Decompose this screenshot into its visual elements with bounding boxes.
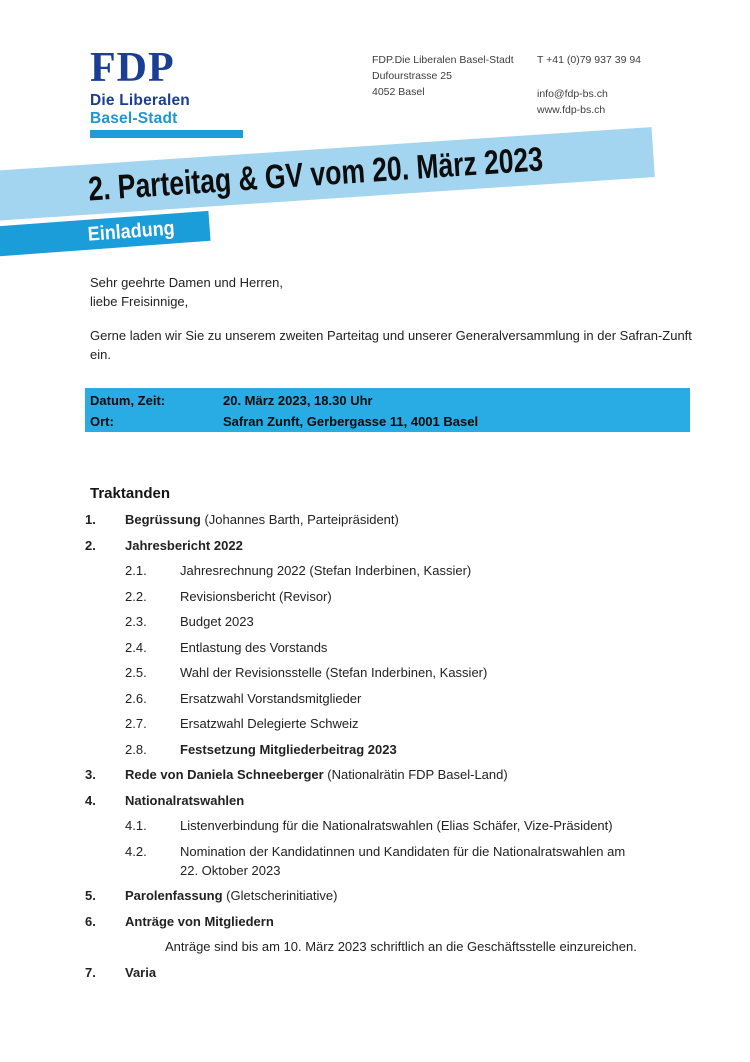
- agenda-list: [85, 512, 710, 990]
- address-line: Dufourstrasse 25: [372, 70, 452, 82]
- agenda-title: Begrüssung: [125, 512, 201, 527]
- title-banner: [0, 127, 655, 222]
- agenda-number: 3.: [85, 767, 96, 782]
- agenda-title: Nationalratswahlen: [125, 792, 245, 808]
- salutation: [90, 273, 283, 311]
- agenda-detail: Entlastung des Vorstands: [180, 639, 328, 655]
- agenda-item: [85, 512, 710, 527]
- agenda-detail: Wahl der Revisionsstelle (Stefan Inderbinen, Kassier): [180, 665, 488, 680]
- agenda-text: [180, 716, 358, 731]
- agenda-title: Parolenfassung: [125, 888, 223, 903]
- agenda-detail: (Nationalrätin FDP Basel-Land): [323, 767, 508, 782]
- agenda-title: Rede von Daniela Schneeberger: [125, 767, 324, 782]
- logo-acronym: FDP: [90, 45, 175, 91]
- document-title: 2. Parteitag & GV vom 20. März 2023: [87, 139, 545, 208]
- infobox-label: Ort:: [90, 414, 114, 429]
- agenda-number: 2.3.: [125, 614, 147, 629]
- agenda-text: [165, 939, 637, 954]
- agenda-detail: Listenverbindung für die Nationalratswahlen (Elias Schäfer, Vize-Präsident): [180, 818, 613, 833]
- agenda-heading: Traktanden: [90, 485, 171, 502]
- agenda-text: [125, 512, 399, 527]
- agenda-item: [85, 665, 710, 680]
- agenda-detail: Ersatzwahl Vorstandsmitglieder: [180, 690, 362, 706]
- fdp-logo: [90, 45, 190, 128]
- agenda-text: [125, 888, 337, 903]
- agenda-detail: Anträge sind bis am 10. März 2023 schriftlich an die Geschäftsstelle einzureichen.: [165, 939, 637, 954]
- agenda-item: [85, 691, 710, 706]
- document-subtitle: Einladung: [86, 216, 176, 246]
- agenda-title: Jahresbericht 2022: [125, 537, 243, 553]
- agenda-number: 4.1.: [125, 818, 147, 833]
- agenda-number: 5.: [85, 888, 96, 903]
- agenda-text: [180, 614, 254, 629]
- intro-paragraph: [90, 326, 692, 364]
- agenda-item: [85, 640, 710, 655]
- logo-subline-liberalen: Die Liberalen: [90, 92, 190, 109]
- agenda-text: [180, 742, 397, 757]
- sender-website: www.fdp-bs.ch: [537, 104, 606, 116]
- agenda-title: Festsetzung Mitgliederbeitrag 2023: [180, 741, 397, 757]
- sender-phone: T +41 (0)79 937 39 94: [537, 54, 642, 66]
- infobox-value: 20. März 2023, 18.30 Uhr: [223, 393, 373, 408]
- agenda-text: [180, 665, 487, 680]
- agenda-number: 6.: [85, 913, 96, 929]
- agenda-item: [85, 914, 710, 929]
- agenda-text: [180, 691, 361, 706]
- infobox-value: Safran Zunft, Gerbergasse 11, 4001 Basel: [223, 414, 479, 429]
- agenda-item: [85, 767, 710, 782]
- agenda-detail: Nomination der Kandidatinnen und Kandidaten für die Nationalratswahlen am: [180, 843, 626, 859]
- agenda-number: 4.2.: [125, 843, 147, 859]
- agenda-detail: (Gletscherinitiative): [222, 888, 338, 903]
- agenda-title: Anträge von Mitgliedern: [125, 913, 274, 929]
- agenda-item: [85, 818, 710, 833]
- agenda-item: [85, 563, 710, 578]
- agenda-number: 2.5.: [125, 665, 147, 680]
- intro-line: ein.: [90, 347, 111, 362]
- address-line: FDP.Die Liberalen Basel-Stadt: [372, 54, 514, 66]
- agenda-number: 2.1.: [125, 563, 147, 578]
- agenda-number: 2.4.: [125, 639, 147, 655]
- agenda-item: [85, 614, 710, 629]
- agenda-number: [125, 939, 165, 954]
- agenda-text: [125, 793, 244, 808]
- agenda-number: 2.2.: [125, 588, 147, 604]
- agenda-number: 2.6.: [125, 690, 147, 706]
- agenda-text: [180, 844, 625, 878]
- agenda-text: [125, 965, 156, 980]
- agenda-item: [85, 538, 710, 553]
- agenda-text: [180, 589, 332, 604]
- agenda-number: 1.: [85, 512, 96, 527]
- logo-subline-basel-stadt: Basel-Stadt: [90, 110, 178, 127]
- agenda-item: [85, 742, 710, 757]
- salutation-line: liebe Freisinnige,: [90, 294, 189, 309]
- event-infobox: [85, 388, 690, 432]
- agenda-item: [85, 793, 710, 808]
- agenda-item: [85, 939, 710, 954]
- salutation-line: Sehr geehrte Damen und Herren,: [90, 275, 283, 290]
- agenda-detail: Budget 2023: [180, 614, 254, 629]
- agenda-number: 2.7.: [125, 716, 147, 731]
- agenda-number: 7.: [85, 964, 96, 980]
- agenda-title: Varia: [125, 964, 157, 980]
- infobox-label: Datum, Zeit:: [90, 393, 166, 408]
- agenda-item: [85, 589, 710, 604]
- logo-underline-bar: [90, 130, 243, 138]
- agenda-text: [180, 818, 613, 833]
- agenda-detail: Ersatzwahl Delegierte Schweiz: [180, 716, 359, 731]
- sender-contact: [537, 52, 641, 118]
- agenda-item: [85, 844, 710, 878]
- agenda-item: [85, 965, 710, 980]
- intro-line: Gerne laden wir Sie zu unserem zweiten Parteitag und unserer Generalversammlung in der Safran-Zunft: [90, 328, 692, 343]
- agenda-item: [85, 888, 710, 903]
- address-line: 4052 Basel: [372, 86, 425, 98]
- infobox-row: [90, 393, 690, 409]
- agenda-number: 4.: [85, 792, 96, 808]
- agenda-number: 2.: [85, 537, 96, 553]
- agenda-text: [125, 914, 274, 929]
- agenda-detail-line2: 22. Oktober 2023: [180, 862, 281, 878]
- agenda-detail: (Johannes Barth, Parteipräsident): [200, 512, 399, 527]
- agenda-text: [125, 767, 508, 782]
- agenda-number: 2.8.: [125, 741, 147, 757]
- infobox-row: [90, 414, 690, 430]
- agenda-item: [85, 716, 710, 731]
- agenda-detail: Revisionsbericht (Revisor): [180, 588, 332, 604]
- agenda-text: [125, 538, 243, 553]
- agenda-detail: Jahresrechnung 2022 (Stefan Inderbinen, Kassier): [180, 563, 472, 578]
- agenda-text: [180, 563, 471, 578]
- agenda-text: [180, 640, 327, 655]
- sender-email: info@fdp-bs.ch: [537, 88, 608, 100]
- sender-address: [372, 52, 514, 100]
